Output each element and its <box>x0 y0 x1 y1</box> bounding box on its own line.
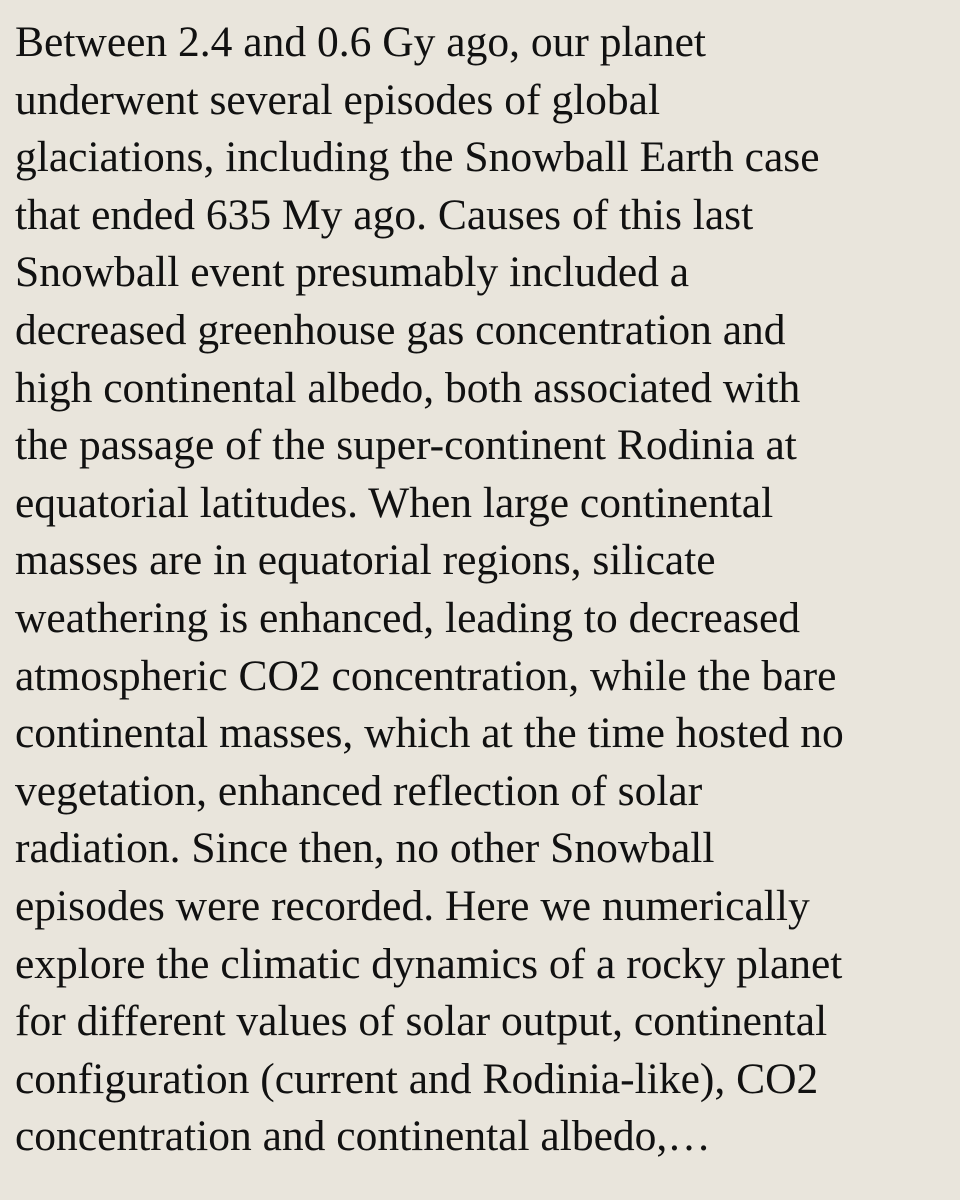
text-line: episodes were recorded. Here we numerically <box>15 881 810 930</box>
text-line: concentration and continental albedo,… <box>15 1112 711 1161</box>
text-line: vegetation, enhanced reflection of solar <box>15 766 703 815</box>
text-line: Snowball event presumably included a <box>15 248 690 297</box>
text-line: for different values of solar output, continental <box>15 997 828 1046</box>
text-line: Between 2.4 and 0.6 Gy ago, our planet <box>15 18 706 66</box>
text-line: glaciations, including the Snowball Earth case <box>15 133 820 182</box>
text-line: continental masses, which at the time hosted no <box>15 709 844 758</box>
text-line: that ended 635 My ago. Causes of this last <box>15 190 754 239</box>
text-line: equatorial latitudes. When large continental <box>15 478 774 527</box>
text-line: decreased greenhouse gas concentration and <box>15 305 786 354</box>
text-line: the passage of the super-continent Rodinia at <box>15 421 797 470</box>
text-line: high continental albedo, both associated with <box>15 363 801 412</box>
text-line: atmospheric CO2 concentration, while the bare <box>15 651 837 700</box>
text-line: configuration (current and Rodinia-like), CO2 <box>15 1054 819 1103</box>
text-line: explore the climatic dynamics of a rocky planet <box>15 939 843 988</box>
text-line: underwent several episodes of global <box>15 75 661 124</box>
text-line: radiation. Since then, no other Snowball <box>15 824 715 873</box>
text-line: weathering is enhanced, leading to decreased <box>15 593 801 642</box>
abstract-paragraph <box>15 14 960 1166</box>
text-line: masses are in equatorial regions, silicate <box>15 536 716 585</box>
